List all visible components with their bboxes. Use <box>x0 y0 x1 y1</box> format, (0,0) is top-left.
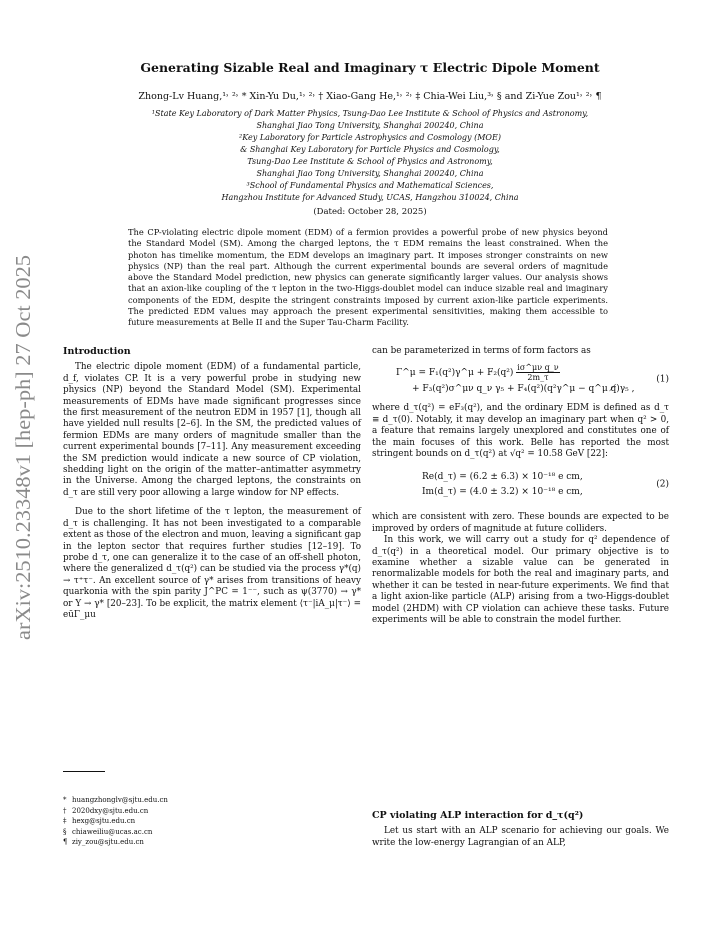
author-list: Zhong-Lv Huang,¹˒ ²˒ * Xin-Yu Du,¹˒ ²˒ † Xiao-Gang He,¹˒ ²˒ ‡ Chia-Wei Liu,³˒ § and Zi-Yue Zou¹˒ ²˒ ¶ <box>138 91 602 102</box>
equation-1-term: Γ^μ = F₁(q²)γ^μ + F₂(q²) <box>396 368 514 379</box>
footnote-text: chiaweiliu@ucas.ac.cn <box>72 827 153 836</box>
affiliation-line: Tsung-Dao Lee Institute & School of Physics and Astronomy, <box>247 157 493 166</box>
right-paragraph-3: In this work, we will carry out a study for q² dependence of d_τ(q²) in a theoretical model. Our primary objective is to examine whether a sizable value can be generated in renormalizable models for both the real and imaginary parts, and whether it can be tested in near-future experiments. We find that a light axion-like particle (ALP) arising from a two-Higgs-doublet model (2HDM) with CP violation can achieve these tasks. Future experiments will be able to constrain the model further. <box>372 535 669 626</box>
affiliations <box>90 108 650 204</box>
equation-2 <box>372 470 669 500</box>
affiliation-line: Shanghai Jiao Tong University, Shanghai 200240, China <box>256 169 484 178</box>
affiliation-line: & Shanghai Key Laboratory for Particle Physics and Cosmology, <box>240 145 500 154</box>
section-heading-cp-violating-alp: CP violating ALP interaction for d_τ(q²) <box>372 810 584 821</box>
footnote-rule <box>63 771 105 772</box>
footnote-text: ziy_zou@sjtu.edu.cn <box>72 838 144 847</box>
footnote-mark: ‡ <box>63 817 67 826</box>
fraction-denominator: 2m_τ <box>527 373 549 383</box>
footnote-email[interactable] <box>63 806 361 817</box>
section-2-paragraph-1: Let us start with an ALP scenario for achieving our goals. We write the low-energy Lagrangian of an ALP, <box>372 826 669 848</box>
section-cp-violating-alp <box>372 810 669 849</box>
right-column <box>372 346 669 627</box>
arxiv-stamp-text: arXiv:2510.23348v1 [hep-ph] 27 Oct 2025 <box>11 278 35 640</box>
footnote-mark: † <box>63 806 67 815</box>
footnote-email[interactable] <box>63 837 361 848</box>
arxiv-stamp <box>0 250 44 650</box>
section-heading-introduction: Introduction <box>63 346 131 357</box>
affiliation-line: ¹State Key Laboratory of Dark Matter Physics, Tsung-Dao Lee Institute & School of Physics and Astronomy, <box>151 109 589 118</box>
footnotes <box>63 795 361 848</box>
footnote-email[interactable] <box>63 816 361 827</box>
equation-number-2: (2) <box>656 479 669 490</box>
arxiv-stamp-svg <box>0 250 44 650</box>
paper-title: Generating Sizable Real and Imaginary τ Electric Dipole Moment <box>140 60 600 75</box>
intro-paragraph-2: Due to the short lifetime of the τ lepton, the measurement of d_τ is challenging. It has not been investigated to a comparable extent as those of the electron and muon, leaving a significant gap in the lepton sector that requires further studies [12–19]. To probe d_τ, one can generalize it to the case of an off-shell photon, where the generalized d_τ(q²) can be studied via the process γ*(q) → τ⁺τ⁻. An excellent source of γ* arises from transitions of heavy quarkonia with the spin parity J^PC = 1⁻⁻, such as ψ(3770) → γ* or Υ → γ* [20–23]. To be explicit, the matrix element ⟨τ⁻|iA_μ|τ⁻⟩ = eūΓ_μu <box>63 507 361 620</box>
equation-1-fraction <box>516 363 559 382</box>
footnote-mark: ¶ <box>63 838 68 847</box>
affiliation-line: ²Key Laboratory for Particle Astrophysics and Cosmology (MOE) <box>239 133 501 142</box>
affiliation-line: ³School of Fundamental Physics and Mathematical Sciences, <box>246 181 494 190</box>
footnote-email[interactable] <box>63 795 361 806</box>
equation-1-line-2: + F₃(q²)σ^μν q_ν γ₅ + F₄(q²)(q²γ^μ − q^μ q̸)γ₅ , <box>412 384 635 395</box>
abstract: The CP-violating electric dipole moment (EDM) of a fermion provides a powerful probe of new physics beyond the Standard Model (SM). Among the charged leptons, the τ EDM remains the least constrained. When the photon has timelike momentum, the EDM develops an imaginary part. It imposes stronger constraints on new physics (NP) than the real part. Although the current experimental bounds are several orders of magnitude above the Standard Model prediction, new physics can generate significantly larger values. Our analysis shows that an axion-like coupling of the τ lepton in the two-Higgs-doublet model can induce sizable real and imaginary components of the EDM, despite the stringent constraints imposed by current axion-like particle experiments. The predicted EDM values may approach the present experimental sensitivities, making them accessible to future measurements at Belle II and the Super Tau-Charm Facility. <box>128 227 608 328</box>
equation-number-1: (1) <box>656 374 669 385</box>
right-paragraph-1: where d_τ(q²) = eF₃(q²), and the ordinary EDM is defined as d_τ ≡ d_τ(0). Notably, it may develop an imaginary part when q² > 0, a feature that remains largely unexplored and constitutes one of the main focuses of this work. Belle has reported the most stringent bounds on d_τ(q²) at √q² = 10.58 GeV [22]: <box>372 403 669 460</box>
affiliation-line: Hangzhou Institute for Advanced Study, UCAS, Hangzhou 310024, China <box>221 193 519 202</box>
footnote-mark: § <box>63 827 67 836</box>
footnote-text: huangzhonglv@sjtu.edu.cn <box>72 796 168 804</box>
date-line: (Dated: October 28, 2025) <box>313 207 427 217</box>
footnote-text: 2020dxy@sjtu.edu.cn <box>72 806 149 815</box>
right-paragraph-2: which are consistent with zero. These bounds are expected to be improved by orders of magnitude at future colliders. <box>372 512 669 534</box>
equation-1-line-1 <box>372 363 669 382</box>
equation-2-line-1: Re(d_τ) = (6.2 ± 6.3) × 10⁻¹⁸ e cm, <box>422 472 583 483</box>
footnote-text: hexg@sjtu.edu.cn <box>72 817 136 826</box>
equation-2-line-2: Im(d_τ) = (4.0 ± 3.2) × 10⁻¹⁸ e cm, <box>422 487 583 498</box>
equation-1 <box>372 363 669 397</box>
right-paragraph-0: can be parameterized in terms of form factors as <box>372 346 591 356</box>
intro-paragraph-1: The electric dipole moment (EDM) of a fundamental particle, d_f, violates CP. It is a very powerful probe in studying new physics (NP) beyond the Standard Model (SM). Experimental measurements of EDMs have made significant progresses since the first measurement of the neutron EDM in 1957 [1], though all have yielded null results [2–6]. In the SM, the predicted values of fermion EDMs are many orders of magnitude smaller than the current experimental bounds [7–11]. Any measurement exceeding the SM prediction would indicate a new source of CP violation, shedding light on the origin of the matter–antimatter asymmetry in the Universe. Among the charged leptons, the constraints on d_τ are still very poor allowing a large window for NP effects. <box>63 362 361 498</box>
footnote-email[interactable] <box>63 827 361 838</box>
affiliation-line: Shanghai Jiao Tong University, Shanghai 200240, China <box>256 121 484 130</box>
left-column <box>63 346 361 621</box>
footnote-mark: * <box>63 796 67 804</box>
fraction-numerator: iσ^μν q_ν <box>517 363 559 373</box>
